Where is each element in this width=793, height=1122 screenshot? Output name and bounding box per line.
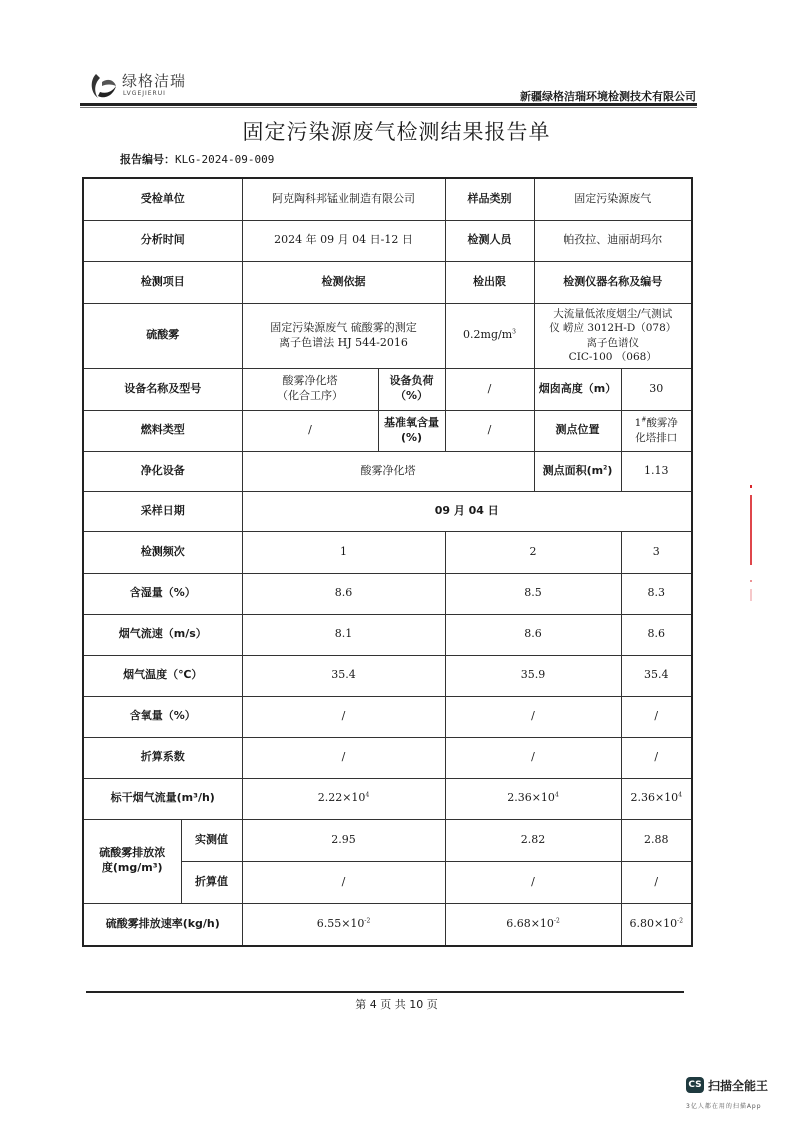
table-row (83, 903, 692, 946)
frequency-2: 2 (445, 531, 621, 573)
measured-3: 2.88 (621, 819, 692, 861)
flow-2 (445, 778, 621, 819)
camscanner-tagline: 3亿人都在用的扫描App (686, 1103, 762, 1110)
measuring-point-line: 化塔排口 (635, 431, 678, 444)
moisture-label: 含湿量（%） (83, 573, 242, 614)
flow-3 (621, 778, 692, 819)
header-divider (80, 103, 697, 106)
velocity-3: 8.6 (621, 614, 692, 655)
logo-english-text: LVGEJIERUI (123, 90, 166, 97)
frequency-label: 检测频次 (83, 531, 242, 573)
table-row (83, 451, 692, 491)
detection-limit-header: 检出限 (445, 261, 534, 303)
table-row (83, 491, 692, 531)
converted-3: / (621, 861, 692, 903)
measuring-area-text: 测点面积(m (542, 463, 604, 477)
instrument-line: 仪 崂应 3012H-D（078） (549, 322, 677, 335)
fuel-type-value: / (242, 410, 378, 451)
table-row (83, 303, 692, 368)
frequency-3: 3 (621, 531, 692, 573)
temperature-2: 35.9 (445, 655, 621, 696)
instrument-value (534, 303, 692, 368)
measuring-point-label: 测点位置 (534, 410, 621, 451)
inspector-value: 帕孜拉、迪丽胡玛尔 (534, 220, 692, 261)
oxygen-3: / (621, 696, 692, 737)
table-row (83, 737, 692, 778)
logo-swirl-icon (88, 68, 118, 102)
camscanner-logo-icon: CS (686, 1077, 704, 1093)
converted-2: / (445, 861, 621, 903)
camscanner-name: 扫描全能王 (708, 1079, 769, 1093)
temperature-label: 烟气温度（℃） (83, 655, 242, 696)
table-row (83, 614, 692, 655)
rate-3-exp: -2 (677, 917, 684, 925)
analysis-time-value: 2024 年 09 月 04 日-12 日 (242, 220, 445, 261)
purification-equipment-label: 净化设备 (83, 451, 242, 491)
table-row (83, 178, 692, 220)
table-row (83, 778, 692, 819)
measuring-area-label (534, 451, 621, 491)
equipment-load-value: / (445, 368, 534, 410)
inspected-unit-label: 受检单位 (83, 178, 242, 220)
page-number: 第 4 页 共 10 页 (355, 998, 438, 1011)
oxygen-1: / (242, 696, 445, 737)
flow-label: 标干烟气流量(m³/h) (83, 778, 242, 819)
oxygen-2: / (445, 696, 621, 737)
reference-oxygen-value: / (445, 410, 534, 451)
header-divider-thin (80, 107, 697, 108)
velocity-1: 8.1 (242, 614, 445, 655)
test-basis-header: 检测依据 (242, 261, 445, 303)
flow-2-mantissa: 2.36×10 (507, 791, 555, 805)
moisture-3: 8.3 (621, 573, 692, 614)
measuring-point-number: 1 (634, 417, 642, 430)
flow-3-exp: 4 (678, 791, 683, 799)
table-row (83, 573, 692, 614)
measured-1: 2.95 (242, 819, 445, 861)
rate-1-mantissa: 6.55×10 (316, 916, 365, 930)
instrument-line: 大流量低浓度烟尘/气测试 (553, 308, 673, 321)
concentration-label-line: 硫酸雾排放浓 (99, 846, 166, 860)
detection-limit-number: 0.2mg/m (463, 328, 513, 342)
converted-1: / (242, 861, 445, 903)
equipment-model-value (242, 368, 378, 410)
rate-3-mantissa: 6.80×10 (629, 916, 678, 930)
rate-3 (621, 903, 692, 946)
temperature-3: 35.4 (621, 655, 692, 696)
moisture-2: 8.5 (445, 573, 621, 614)
measuring-point-value (621, 410, 692, 451)
velocity-label: 烟气流速（m/s） (83, 614, 242, 655)
flow-1-exp: 4 (365, 791, 370, 799)
detection-limit-value (445, 303, 534, 368)
instrument-header: 检测仪器名称及编号 (534, 261, 692, 303)
equipment-load-label: 设备负荷（%） (378, 368, 445, 410)
report-number (120, 151, 274, 167)
concentration-label-line: 度(mg/m³) (101, 861, 163, 874)
temperature-1: 35.4 (242, 655, 445, 696)
camscanner-watermark (686, 1077, 782, 1113)
sampling-date-value: 09 月 04 日 (242, 491, 692, 531)
flow-1 (242, 778, 445, 819)
measuring-area-value: 1.13 (621, 451, 692, 491)
measuring-area-sup: 2 (603, 463, 608, 471)
report-number-label: 报告编号： (120, 153, 175, 166)
sample-type-label: 样品类别 (445, 178, 534, 220)
rate-1-exp: -2 (364, 917, 371, 925)
rate-2 (445, 903, 621, 946)
frequency-1: 1 (242, 531, 445, 573)
analysis-time-label: 分析时间 (83, 220, 242, 261)
footer-divider (86, 991, 684, 993)
moisture-1: 8.6 (242, 573, 445, 614)
rate-2-mantissa: 6.68×10 (506, 916, 554, 930)
fuel-type-label: 燃料类型 (83, 410, 242, 451)
table-row (83, 819, 692, 861)
test-item-header: 检测项目 (83, 261, 242, 303)
report-number-value: KLG-2024-09-009 (175, 153, 275, 166)
inspected-unit-value: 阿克陶科邦锰业制造有限公司 (242, 178, 445, 220)
reference-oxygen-label: 基准氧含量(%) (378, 410, 445, 451)
oxygen-label: 含氧量（%） (83, 696, 242, 737)
table-row (83, 261, 692, 303)
equipment-model-line: 酸雾净化塔 (282, 374, 338, 388)
test-basis-line: 离子色谱法 HJ 544-2016 (279, 335, 408, 349)
seal-edge-mark (748, 485, 754, 605)
equipment-model-line: （化合工序） (277, 389, 343, 402)
measured-2: 2.82 (445, 819, 621, 861)
document-title: 固定污染源废气检测结果报告单 (242, 120, 551, 144)
flow-2-exp: 4 (554, 791, 559, 799)
stack-height-label: 烟囱高度（m） (534, 368, 621, 410)
detection-limit-sup: 3 (512, 328, 516, 336)
purification-equipment-value: 酸雾净化塔 (242, 451, 534, 491)
test-basis-value (242, 303, 445, 368)
measured-label: 实测值 (181, 819, 242, 861)
rate-1 (242, 903, 445, 946)
stack-height-value: 30 (621, 368, 692, 410)
company-name: 新疆绿格洁瑞环境检测技术有限公司 (520, 90, 696, 103)
company-logo (88, 66, 188, 106)
sampling-date-label: 采样日期 (83, 491, 242, 531)
instrument-line: CIC-100 （068） (568, 350, 657, 363)
results-table (82, 177, 693, 947)
table-row (83, 696, 692, 737)
sample-type-value: 固定污染源废气 (534, 178, 692, 220)
measuring-point-sup: # (641, 416, 647, 424)
logo-chinese-text: 绿格洁瑞 (122, 72, 187, 90)
instrument-line: 离子色谱仪 (586, 336, 639, 349)
table-row (83, 410, 692, 451)
table-row (83, 368, 692, 410)
concentration-label (83, 819, 181, 903)
measuring-area-close: ) (607, 463, 613, 477)
rate-label: 硫酸雾排放速率(kg/h) (83, 903, 242, 946)
rate-2-exp: -2 (553, 917, 560, 925)
measuring-point-line: 酸雾净 (646, 417, 678, 430)
factor-3: / (621, 737, 692, 778)
flow-1-mantissa: 2.22×10 (317, 791, 366, 805)
factor-2: / (445, 737, 621, 778)
flow-3-mantissa: 2.36×10 (630, 791, 679, 805)
equipment-model-label: 设备名称及型号 (83, 368, 242, 410)
test-basis-line: 固定污染源废气 硫酸雾的测定 (270, 320, 417, 334)
table-row (83, 655, 692, 696)
factor-1: / (242, 737, 445, 778)
factor-label: 折算系数 (83, 737, 242, 778)
inspector-label: 检测人员 (445, 220, 534, 261)
converted-label: 折算值 (181, 861, 242, 903)
table-row (83, 220, 692, 261)
table-row (83, 531, 692, 573)
test-item-value: 硫酸雾 (83, 303, 242, 368)
velocity-2: 8.6 (445, 614, 621, 655)
